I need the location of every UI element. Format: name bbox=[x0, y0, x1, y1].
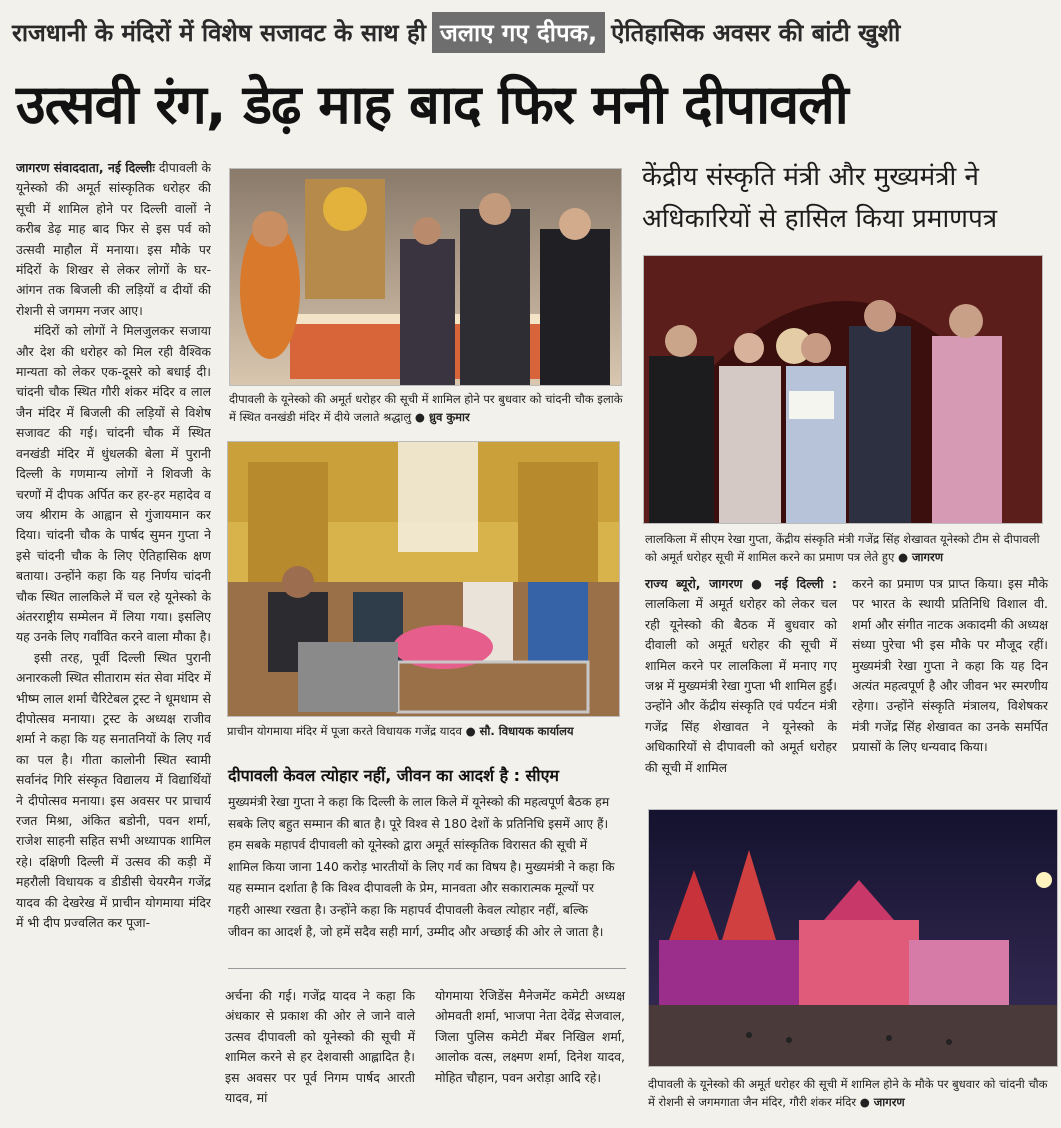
kicker bbox=[12, 6, 1052, 58]
bottom-middle-column-2: योगमाया रेजिडेंस मैनेजमेंट कमेटी अध्यक्ष ओमवती शर्मा, भाजपा नेता देवेंद्र सेजवाल, जिला पुलिस कमेटी मेंबर निखिल शर्मा, आलोक वत्स, लक्ष्मण शर्मा, दिनेश यादव, मोहित चौहान, पवन अरोड़ा आदि रहे। bbox=[435, 988, 625, 1085]
left-paragraph-1: जागरण संवाददाता, नई दिल्लीः दीपावली के यूनेस्को की अमूर्त सांस्कृतिक धरोहर की सूची में शामिल होने पर दिल्ली वालों ने करीब डेढ़ माह बाद फिर से इस पर्व को उत्सवी माहौल में मनाया। इस मौके पर मंदिरों के शिखर से लेकर लोगों के घर-आंगन तक बिजली की लड़ियों व दीयों की रोशनी से जगमग नजर आए। bbox=[16, 160, 211, 318]
cm-box-body: मुख्यमंत्री रेखा गुप्ता ने कहा कि दिल्ली के लाल किले में यूनेस्को की महत्वपूर्ण बैठक हम सबके लिए बहुत सम्मान की बात है। पूरे विश्व से 180 देशों के प्रतिनिधि इसमें आए हैं। हम सबके महापर्व दीपावली को यूनेस्को द्वारा अमूर्त सांस्कृतिक विरासत की सूची में शामिल किया जाना 140 करोड़ भारतीयों के लिए गर्व का विषय है। मुख्यमंत्री ने कहा कि यह सम्मान दर्शाता है कि विश्व दीपावली के प्रेम, मानवता और सकारात्मक मूल्यों पर गहरी आस्था रखता है। उन्होंने कहा कि महापर्व दीपावली केवल त्योहार नहीं, बल्कि जीवन का आदर्श है, जो हमें सदैव सही मार्ग, उम्मीद और अच्छाई की ओर ले जाता है। bbox=[228, 795, 615, 939]
photo1-caption: दीपावली के यूनेस्को की अमूर्त धरोहर की सूची में शामिल होने पर बुधवार को चांदनी चौक इलाके में स्थित वनखंडी मंदिर में दीये जलाते श्रद्धालु ● ध्रुव कुमार bbox=[229, 392, 623, 424]
headline: उत्सवी रंग, डेढ़ माह बाद फिर मनी दीपावली bbox=[16, 73, 848, 136]
illuminated-temples-image bbox=[649, 810, 1058, 1067]
certificate-caption: लालकिला में सीएम रेखा गुप्ता, केंद्रीय संस्कृति मंत्री गजेंद्र सिंह शेखावत यूनेस्को टीम से दीपावली को अमूर्त धरोहर सूची में शामिल करने का प्रमाण पत्र लेते हुए ● जागरण bbox=[645, 532, 1040, 564]
illuminated-temples-credit: ● जागरण bbox=[859, 1095, 905, 1109]
left-paragraph-3: इसी तरह, पूर्वी दिल्ली स्थित पुरानी अनारकली स्थित सीताराम संत सेवा मंदिर में भीष्म लाल शर्मा चैरिटेबल ट्रस्ट ने धूमधाम से दीपोत्सव मनाया। ट्रस्ट के अध्यक्ष राजीव शर्मा ने कहा कि यह सनातनियों के लिए गर्व का पल है। गीता कालोनी स्थित स्वामी सर्वानंद गिरि संस्कृत विद्यालय में विद्यार्थियों ने दीपोत्सव मनाया। इस अवसर पर प्राचार्य रजत मिश्रा, अंकित बडोनी, पवन शर्मा, राजेश साहनी सहित सभी अध्यापक शामिल रहे। दक्षिणी दिल्ली में उत्सव की कड़ी में महरौली विधायक व डीडीसी चेयरमैन गजेंद्र यादव की देखरेख में प्राचीन योगमाया मंदिर में भी दीप प्रज्वलित कर पूजा- bbox=[16, 649, 211, 931]
left-paragraph-2: मंदिरों को लोगों ने मिलजुलकर सजाया और देश की धरोहर को मिल रही वैश्विक मान्यता को लेकर एक-दूसरे को बधाई दी। चांदनी चौक स्थित गौरी शंकर मंदिर व लाल जैन मंदिर में बिजली की लड़ियों से विशेष सजावट की गई। चांदनी चौक में स्थित वनखंडी मंदिर में धुंधलकी बेला में पुरानी दिल्ली के गणमान्य लोगों ने शिवजी के चरणों में दीपक अर्पित कर हर-हर महादेव व जय श्रीराम के आह्वान से गुंजायमान कर दिया। चांदनी चौक के पार्षद सुमन गुप्ता ने इसे चांदनी चौक के लिए ऐतिहासिक क्षण बताया। उन्होंने कहा कि यह निर्णय चांदनी चौक स्थित लालकिले में चल रहे यूनेस्को के अंतरराष्ट्रीय सम्मेलन में लिया गया। इसलिए यह उनके लिए गर्वांवित करने वाला मौका है। bbox=[16, 323, 211, 645]
illuminated-temples-caption: दीपावली के यूनेस्को की अमूर्त धरोहर की सूची में शामिल होने के मौके पर बुधवार को चांदनी चौक में रोशनी से जगमगाता जैन मंदिर, गौरी शंकर मंदिर ● जागरण bbox=[648, 1077, 1048, 1109]
bottom-middle-column-1: अर्चना की गई। गजेंद्र यादव ने कहा कि अंधकार से प्रकाश की ओर ले जाने वाले उत्सव दीपावली को यूनेस्को की सूची में शामिल करने से हर देशवासी आह्लादित है। इस अवसर पर पूर्व निगम पार्षद आरती यादव, मां bbox=[225, 988, 415, 1106]
right-byline: राज्य ब्यूरो, जागरण ● नई दिल्ली : bbox=[645, 576, 837, 591]
photo2-credit: ● सौ. विधायक कार्यालय bbox=[465, 724, 574, 738]
certificate-credit: ● जागरण bbox=[897, 550, 944, 564]
certificate-ceremony-photo bbox=[643, 255, 1043, 524]
byline: जागरण संवाददाता, नई दिल्लीः bbox=[16, 160, 155, 175]
right-column-2: करने का प्रमाण पत्र प्राप्त किया। इस मौके पर भारत के स्थायी प्रतिनिधि विशाल वी. शर्मा और संगीत नाटक अकादमी की अध्यक्ष संध्या पुरेचा भी इस मौके पर मौजूद रहीं। मुख्यमंत्री रेखा गुप्ता ने कहा कि यह दिन अत्यंत महत्वपूर्ण है और जीवन भर स्मरणीय रहेगा। उन्होंने संस्कृति मंत्रालय, विशेषकर मंत्री गजेंद्र सिंह शेखावत का उनके समर्पित प्रयासों के लिए धन्यवाद किया। bbox=[852, 576, 1048, 755]
kicker-before: राजधानी के मंदिरों में विशेष सजावट के साथ ही bbox=[12, 18, 426, 47]
yogmaya-puja-image bbox=[228, 442, 620, 717]
certificate-ceremony-image bbox=[644, 256, 1043, 524]
illuminated-temples-photo bbox=[648, 809, 1058, 1067]
photo1-credit: ● ध्रुव कुमार bbox=[414, 410, 470, 424]
right-subhead: केंद्रीय संस्कृति मंत्री और मुख्यमंत्री ने अधिकारियों से हासिल किया प्रमाणपत्र bbox=[642, 162, 998, 234]
kicker-after: ऐतिहासिक अवसर की बांटी खुशी bbox=[611, 18, 901, 47]
temple-devotees-image bbox=[230, 169, 622, 386]
yogmaya-puja-photo bbox=[227, 441, 620, 717]
right-column-1: राज्य ब्यूरो, जागरण ● नई दिल्ली : लालकिला में अमूर्त धरोहर को लेकर चल रही यूनेस्को की बैठक में बुधवार को दीवाली को अमूर्त धरोहर की सूची में शामिल करने पर लालकिला में मनाए गए जश्न में मुख्यमंत्री रेखा गुप्ता भी शामिल हुईं। उन्होंने और केंद्रीय संस्कृति एवं पर्यटन मंत्री गजेंद्र सिंह शेखावत ने यूनेस्को के अधिकारियों से दीपावली को अमूर्त धरोहर की सूची में शामिल bbox=[645, 576, 837, 775]
kicker-highlight: जलाए गए दीपक, bbox=[432, 12, 605, 53]
photo2-caption: प्राचीन योगमाया मंदिर में पूजा करते विधायक गजेंद्र यादव ● सौ. विधायक कार्यालय bbox=[227, 724, 574, 738]
temple-devotees-photo bbox=[229, 168, 622, 386]
cm-box-divider bbox=[228, 968, 626, 969]
left-column bbox=[16, 158, 211, 1120]
cm-box-heading: दीपावली केवल त्योहार नहीं, जीवन का आदर्श है : सीएम bbox=[228, 766, 559, 785]
